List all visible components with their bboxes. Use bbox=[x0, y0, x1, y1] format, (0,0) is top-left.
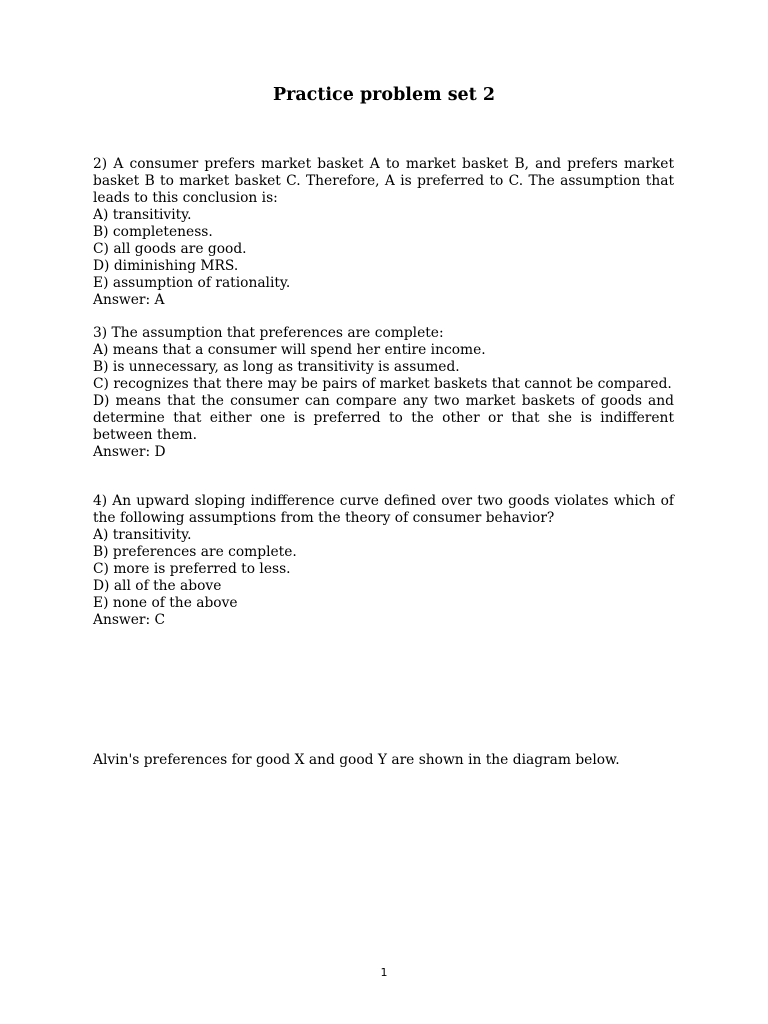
answer-option-a: A) means that a consumer will spend her entire income. bbox=[93, 342, 486, 358]
question-stem: 4) An upward sloping indifference curve defined over two goods violates which of the following assumptions from the theory of consumer behavior? bbox=[93, 493, 674, 526]
diagram-intro-text: Alvin's preferences for good X and good Y are shown in the diagram below. bbox=[93, 752, 620, 768]
answer-option-d: D) all of the above bbox=[93, 578, 222, 594]
answer-option-b: B) preferences are complete. bbox=[93, 544, 297, 560]
answer-option-a: A) transitivity. bbox=[93, 527, 192, 543]
question-stem: 2) A consumer prefers market basket A to market basket B, and prefers market basket B to market basket C. Therefore, A is preferred to C. The assumption that leads to this conclusion is: bbox=[93, 156, 674, 206]
answer-option-d: D) means that the consumer can compare any two market baskets of goods and determine that either one is preferred to the other or that she is indifferent between them. bbox=[93, 393, 674, 443]
question-2 bbox=[93, 156, 674, 309]
answer-option-b: B) completeness. bbox=[93, 224, 213, 240]
answer-option-c: C) more is preferred to less. bbox=[93, 561, 291, 577]
page-title: Practice problem set 2 bbox=[272, 85, 496, 105]
question-4 bbox=[93, 493, 674, 629]
answer-key: Answer: D bbox=[93, 444, 166, 460]
answer-option-e: E) assumption of rationality. bbox=[93, 275, 291, 291]
question-stem: 3) The assumption that preferences are complete: bbox=[93, 325, 444, 341]
answer-option-d: D) diminishing MRS. bbox=[93, 258, 239, 274]
page-number: 1 bbox=[380, 966, 388, 979]
answer-key: Answer: A bbox=[93, 292, 165, 308]
answer-option-c: C) all goods are good. bbox=[93, 241, 247, 257]
question-3 bbox=[93, 325, 674, 461]
answer-option-a: A) transitivity. bbox=[93, 207, 192, 223]
answer-option-c: C) recognizes that there may be pairs of market baskets that cannot be compared. bbox=[93, 376, 672, 392]
answer-option-b: B) is unnecessary, as long as transitivity is assumed. bbox=[93, 359, 460, 375]
answer-key: Answer: C bbox=[93, 612, 166, 628]
answer-option-e: E) none of the above bbox=[93, 595, 238, 611]
